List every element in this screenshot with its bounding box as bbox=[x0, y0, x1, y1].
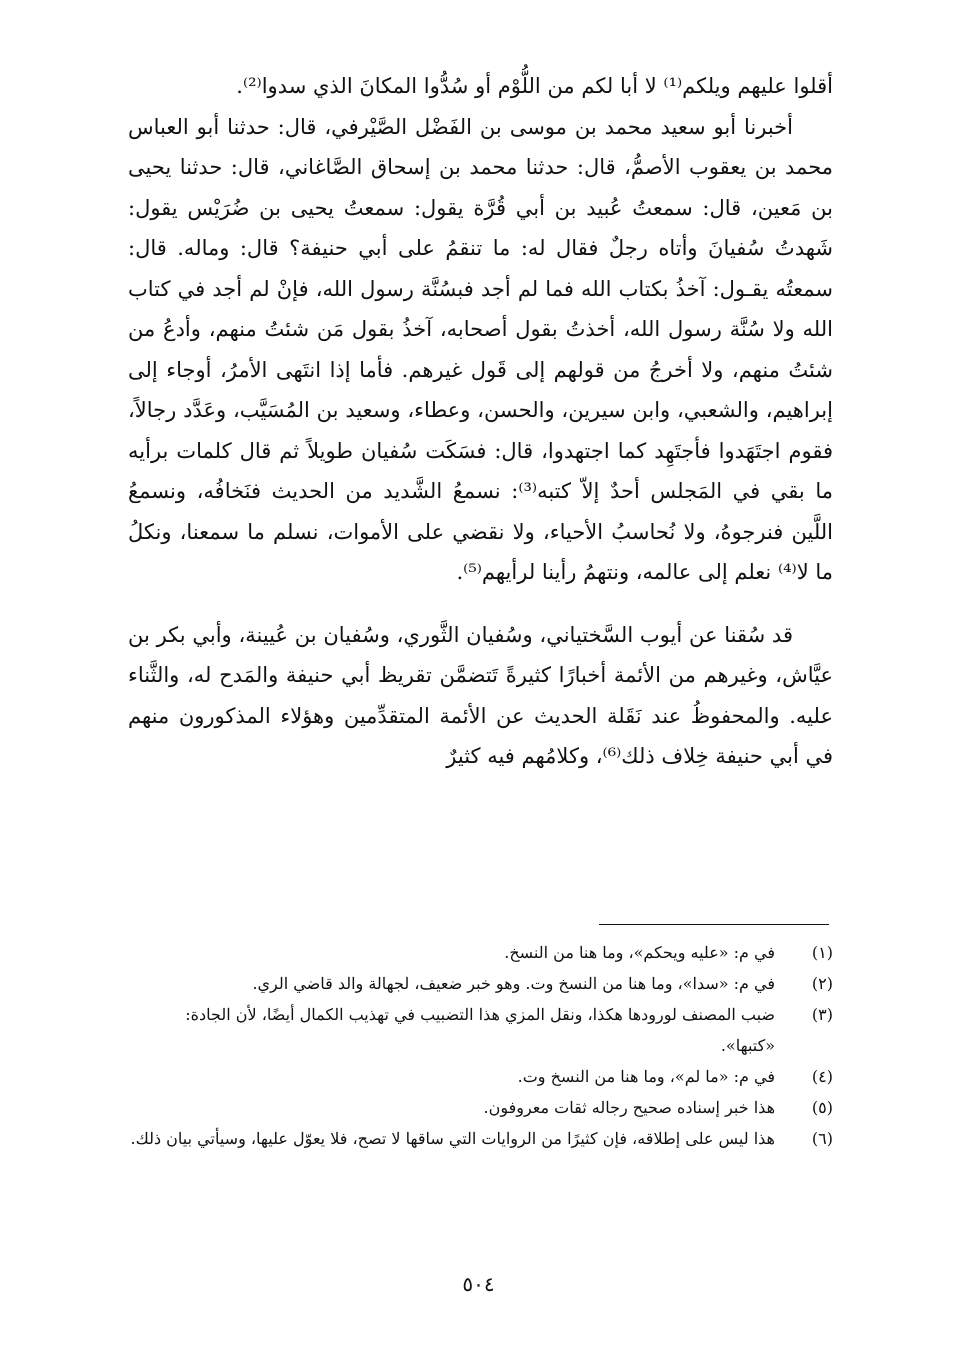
footnote-text: في م: «سدا»، وما هنا من النسخ وت. وهو خبر ضعيف، لجهالة والد قاضي الري. bbox=[252, 974, 775, 993]
footnote-2 bbox=[128, 968, 833, 999]
footnote-number: (١) bbox=[811, 943, 833, 962]
footnote-text: في م: «عليه ويحكم»، وما هنا من النسخ. bbox=[504, 943, 775, 962]
paragraph-commentary: قد سُقنا عن أيوب السَّختياني، وسُفيان الثَّوري، وسُفيان بن عُيينة، وأبي بكر بن عيَّاش، وغيرهم من الأئمة أخبارًا كثيرةً تَتضمَّن تقريظ أبي حنيفة والمَدح له، والثَّناء عليه. والمحفوظُ عند نَقَلة الحديث عن الأئمة المتقدِّمين وهؤلاء المذكورون منهم في أبي حنيفة خِلاف ذلك⁽⁶⁾، وكلامُهم فيه كثيرٌ bbox=[128, 622, 833, 768]
footnote-5 bbox=[128, 1092, 833, 1123]
footnote-1 bbox=[128, 937, 833, 968]
footnote-4 bbox=[128, 1061, 833, 1092]
page-number: ٥٠٤ bbox=[462, 1272, 495, 1296]
footnote-number: (٤) bbox=[811, 1067, 833, 1086]
footnotes bbox=[128, 937, 833, 1154]
footnote-text: هذا ليس على إطلاقه، فإن كثيرًا من الروايات التي ساقها لا تصح، فلا يعوّل عليها، وسيأتي بيان ذلك. bbox=[130, 1129, 775, 1148]
main-text bbox=[128, 66, 833, 777]
footnote-text: ضبب المصنف لورودها هكذا، ونقل المزي هذا التضبيب في تهذيب الكمال أيضًا، لأن الجادة: «كتبها». bbox=[185, 1005, 775, 1055]
footnote-text: في م: «ما لم»، وما هنا من النسخ وت. bbox=[517, 1067, 775, 1086]
footnote-number: (٢) bbox=[811, 974, 833, 993]
footnote-3 bbox=[128, 999, 833, 1061]
footnote-number: (٣) bbox=[811, 1005, 833, 1024]
paragraph-narration: أخبرنا أبو سعيد محمد بن موسى بن الفَضْل الصَّيْرفي، قال: حدثنا أبو العباس محمد بن يعقوب الأصمُّ، قال: حدثنا محمد بن إسحاق الصَّاغاني، قال: حدثنا يحيى بن مَعين، قال: سمعتُ عُبيد بن أبي قُرَّة يقول: سمعتُ يحيى بن ضُرَيْس يقول: شَهدتُ سُفيانَ وأتاه رجلٌ فقال له: ما تنقمُ على أبي حنيفة؟ قال: وماله. قال: سمعتُه يقـول: آخذُ بكتاب الله فما لم أجد فبسُنَّة رسول الله، فإنْ لم أجد في كتاب الله ولا سُنَّة رسول الله، أخذتُ بقول أصحابه، آخذُ بقول مَن شئتُ منهم، وأدعُ من شئتُ منهم، ولا أخرجُ من قولهم إلى قَول غيرهم. فأما إذا انتَهى الأمرُ، أوجاء إلى إبراهيم، والشعبي، وابن سيرين، والحسن، وعطاء، وسعيد بن المُسَيَّب، وعَدَّد رجالاً، فقوم اجتَهَدوا فأجتَهِد كما اجتهدوا، قال: فسَكَت سُفيان طويلاً ثم قال كلمات برأيه ما بقي في المَجلس أحدٌ إلاّ كتبه⁽³⁾: نسمعُ الشَّديد من الحديث فنَخافُه، ونسمعُ اللَّين فنرجوهُ، ولا نُحاسبُ الأحياء، ولا نقضي على الأموات، نسلم ما سمعنا، ونكلُ ما لا⁽⁴⁾ نعلم إلى عالمه، ونتهمُ رأينا لرأيهم⁽⁵⁾. bbox=[128, 114, 833, 584]
footnote-text: هذا خبر إسناده صحيح رجاله ثقات معروفون. bbox=[483, 1098, 775, 1117]
footnote-6 bbox=[128, 1123, 833, 1154]
poem-verse: أقلوا عليهم ويلكم⁽¹⁾ لا أبا لكم من اللُّوْم أو سُدُّوا المكانَ الذي سدوا⁽²⁾. bbox=[236, 74, 833, 98]
footnote-number: (٦) bbox=[811, 1129, 833, 1148]
footnote-number: (٥) bbox=[811, 1098, 833, 1117]
footnote-separator bbox=[599, 924, 829, 925]
